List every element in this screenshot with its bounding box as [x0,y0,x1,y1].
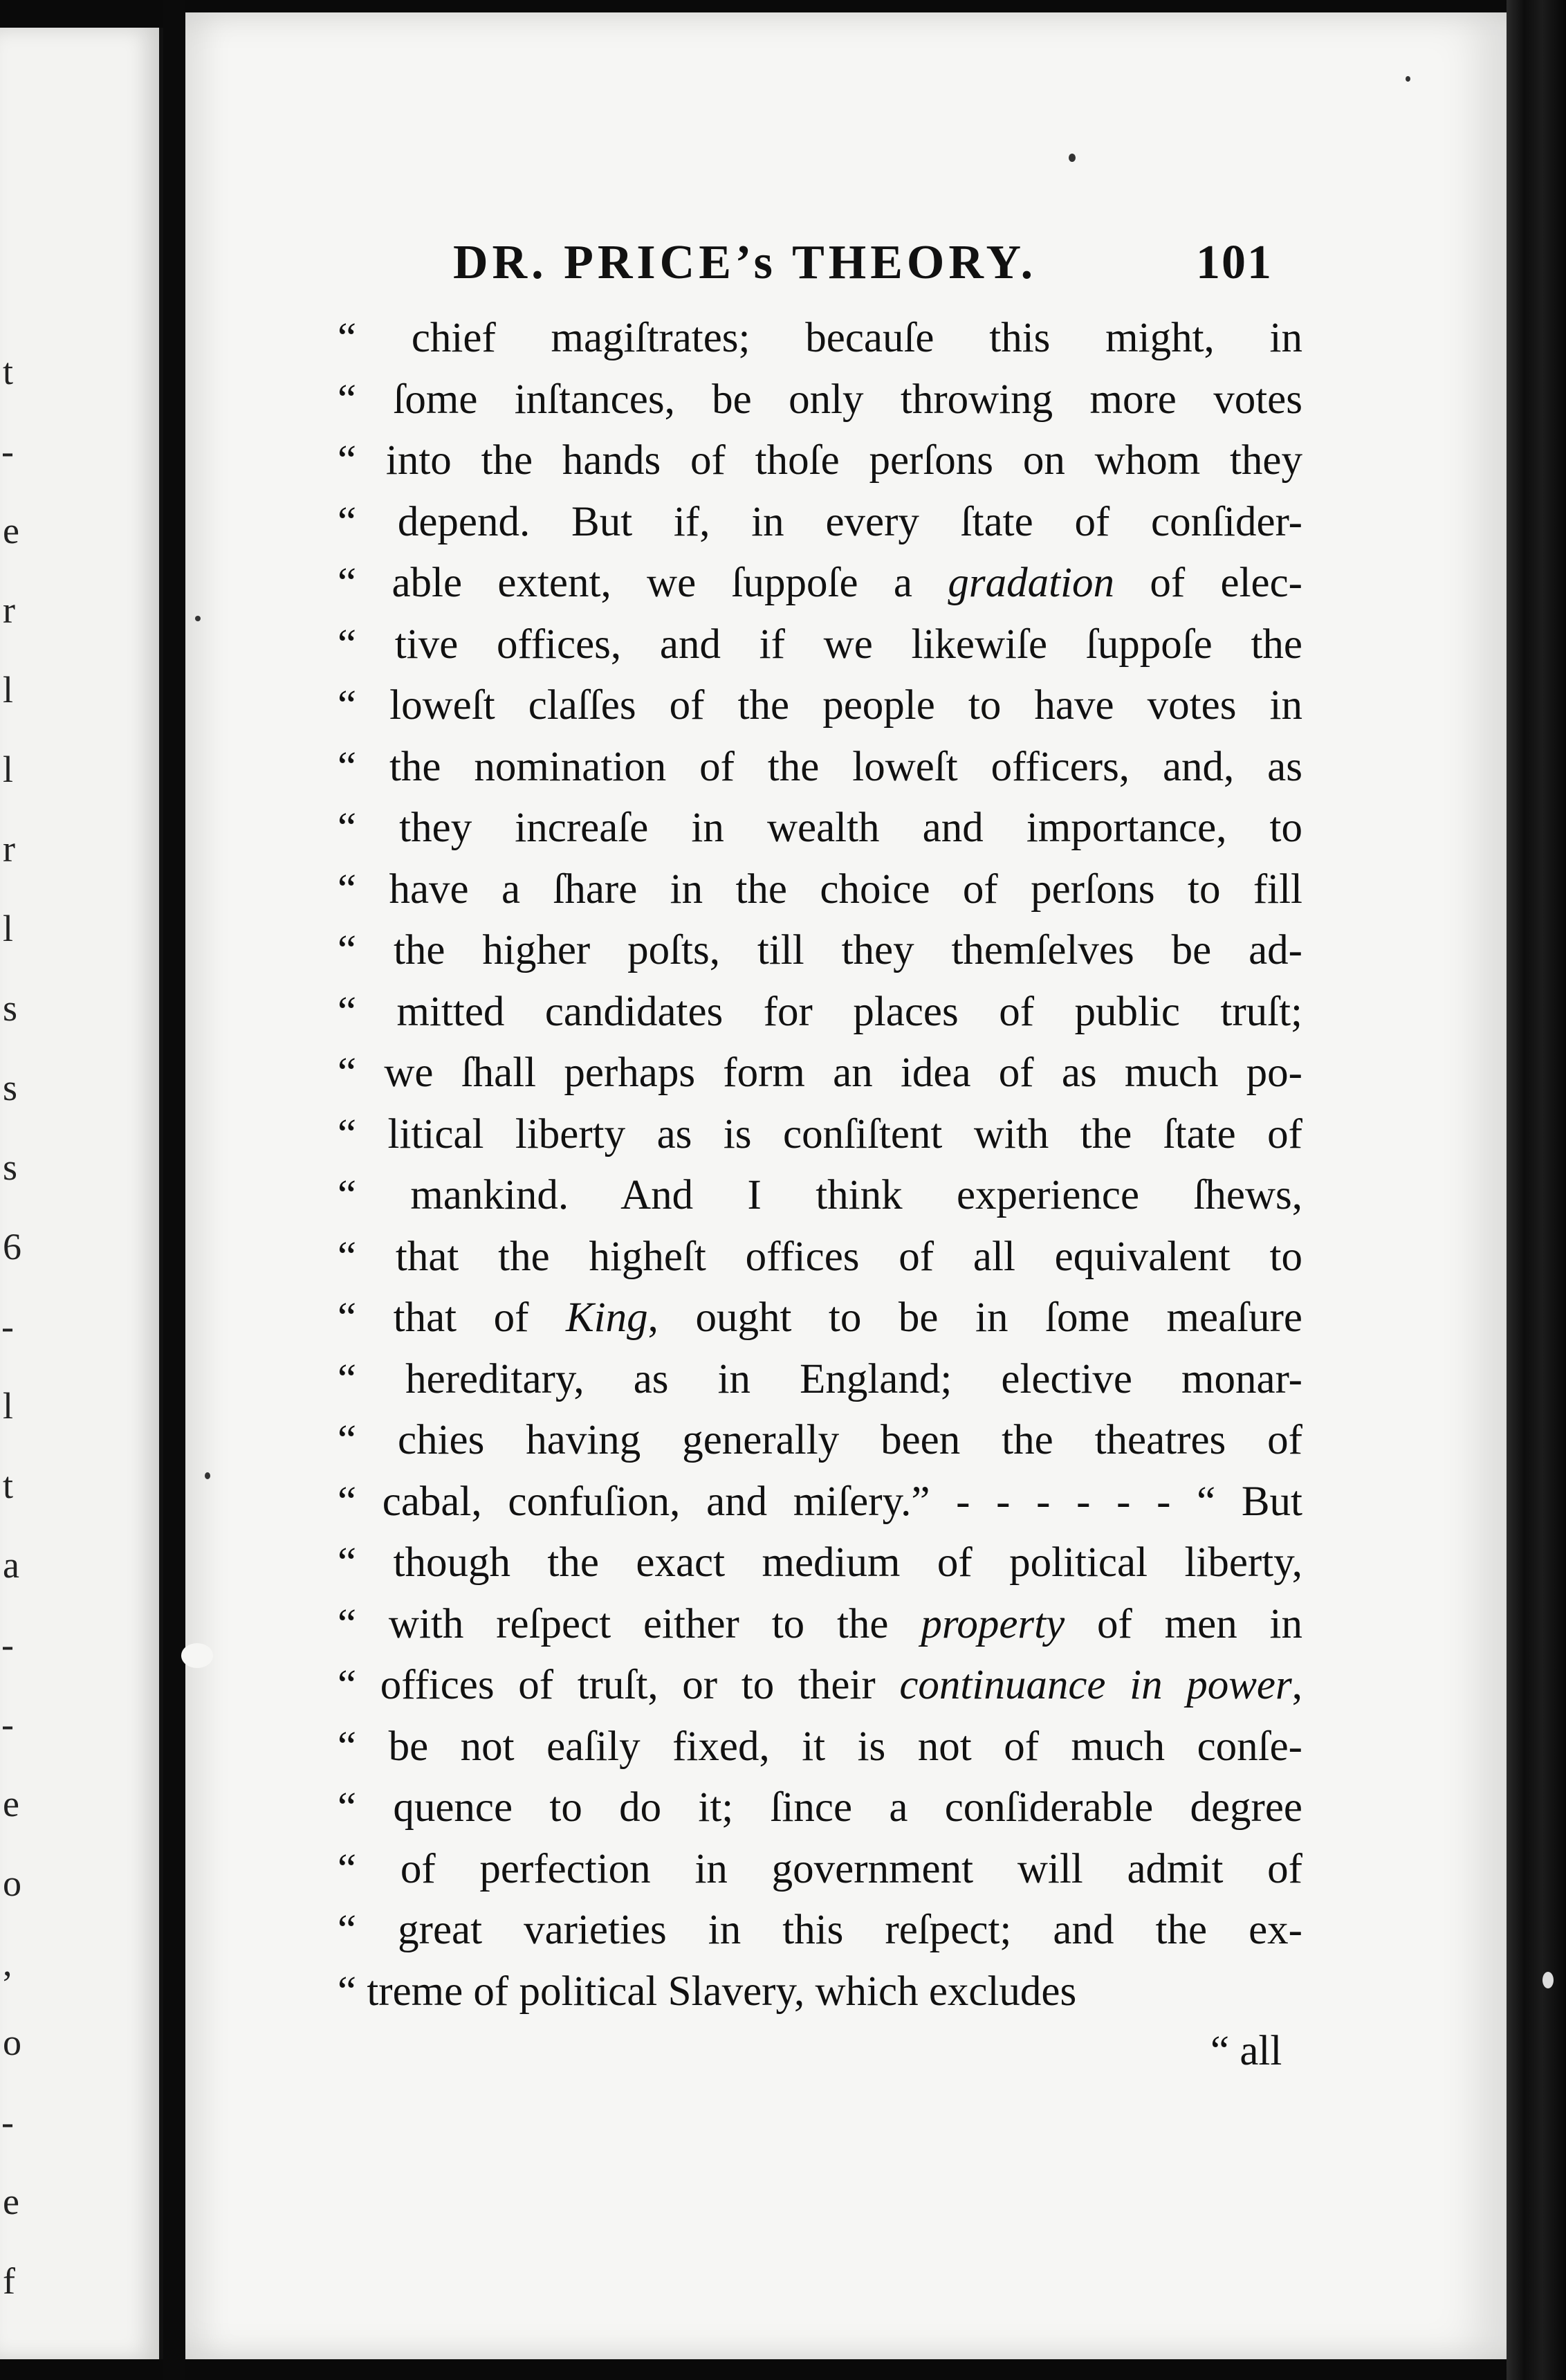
ink-speck [1406,76,1410,82]
cut-off-letter: - [1,1703,14,1745]
text-line: “ able extent, we ſuppoſe a gradation of elec- [338,560,1302,606]
text-line: “ that of King, ought to be in ſome meaſure [338,1294,1302,1341]
text-line: “ of perfection in government will admit of [338,1845,1302,1892]
cut-off-letter: r [3,828,15,870]
text-line: “ litical liberty as is conſiſtent with the ſtate of [338,1110,1302,1157]
text-line: “ quence to do it; ſince a conſiderable degree [338,1784,1302,1831]
cut-off-letter: - [1,2101,14,2143]
text-line: “ treme of political Slavery, which excludes [338,1968,1077,2015]
cut-off-letter: r [3,589,15,631]
text-line: “ the nomination of the loweſt officers, and, as [338,743,1302,790]
text-line: “ that the higheſt offices of all equivalent to [338,1233,1302,1280]
text-line: “ have a ſhare in the choice of perſons to fill [338,866,1302,913]
text-line: “ ſome inſtances, be only throwing more votes [338,376,1302,423]
book-gutter [163,0,185,2380]
catchword: “ all [1210,2028,1282,2074]
ink-speck [1069,154,1076,162]
cut-off-letter: e [3,1783,19,1824]
text-line: “ chief magiſtrates; becauſe this might, in [338,315,1302,361]
cut-off-letter: t [3,351,14,392]
cut-off-letter: a [3,1544,19,1586]
cut-off-letter: s [3,987,18,1029]
body-text [338,308,1302,2022]
text-line: “ we ſhall perhaps form an idea of as much po- [338,1050,1302,1096]
cut-off-letter: f [3,2260,15,2302]
text-line: “ offices of truſt, or to their continuance in power, [338,1662,1302,1708]
text-line: “ mankind. And I think experience ſhews, [338,1172,1302,1218]
page-number: 101 [1196,236,1273,289]
text-line: “ chies having generally been the theatres of [338,1417,1302,1463]
cut-off-letter: , [3,1942,12,1984]
text-line: “ be not eaſily fixed, it is not of much conſe- [338,1723,1302,1770]
cut-off-letter: o [3,2022,21,2063]
cut-off-letter: 6 [3,1226,21,1267]
paper-blemish [181,1643,213,1668]
cut-off-letter: l [3,669,14,711]
ink-speck [195,616,201,621]
text-line: “ with reſpect either to the property of men in [338,1600,1302,1647]
text-line: “ tive offices, and if we likewiſe ſuppoſe the [338,621,1302,668]
text-line: “ into the hands of thoſe perſons on whom they [338,437,1302,484]
cut-off-letter: l [3,749,14,790]
text-line: “ cabal, confuſion, and miſery.” - - - - - - “ But [338,1478,1302,1525]
running-title: DR. PRICE’s THEORY. [453,236,1038,289]
cut-off-letter: l [3,1385,14,1427]
text-line: “ the higher poſts, till they themſelves be ad- [338,927,1302,973]
cut-off-letter: e [3,510,19,551]
cut-off-letter: - [1,1306,14,1347]
text-line: “ loweſt claſſes of the people to have votes in [338,682,1302,729]
text-line: “ though the exact medium of political liberty, [338,1539,1302,1586]
previous-page-edge [0,28,163,2359]
text-line: “ they increaſe in wealth and importance, to [338,805,1302,851]
text-line: “ great varieties in this reſpect; and the ex- [338,1907,1302,1953]
cut-off-letter: t [3,1465,14,1506]
ink-speck [205,1472,210,1479]
running-head [270,235,1273,298]
text-line: “ depend. But if, in every ſtate of conſider- [338,498,1302,545]
cut-off-letter: o [3,1862,21,1904]
text-line: “ mitted candidates for places of public truſt; [338,988,1302,1035]
cut-off-letter: s [3,1067,18,1108]
cut-off-letter: e [3,2181,19,2222]
book-cover-edge [1507,0,1566,2380]
cut-off-letter: s [3,1146,18,1188]
cut-off-letter: l [3,908,14,949]
text-line: “ hereditary, as in England; elective monar- [338,1355,1302,1402]
cut-off-letter: - [1,430,14,472]
ink-speck [1542,1972,1554,1988]
cut-off-letter: - [1,1624,14,1665]
